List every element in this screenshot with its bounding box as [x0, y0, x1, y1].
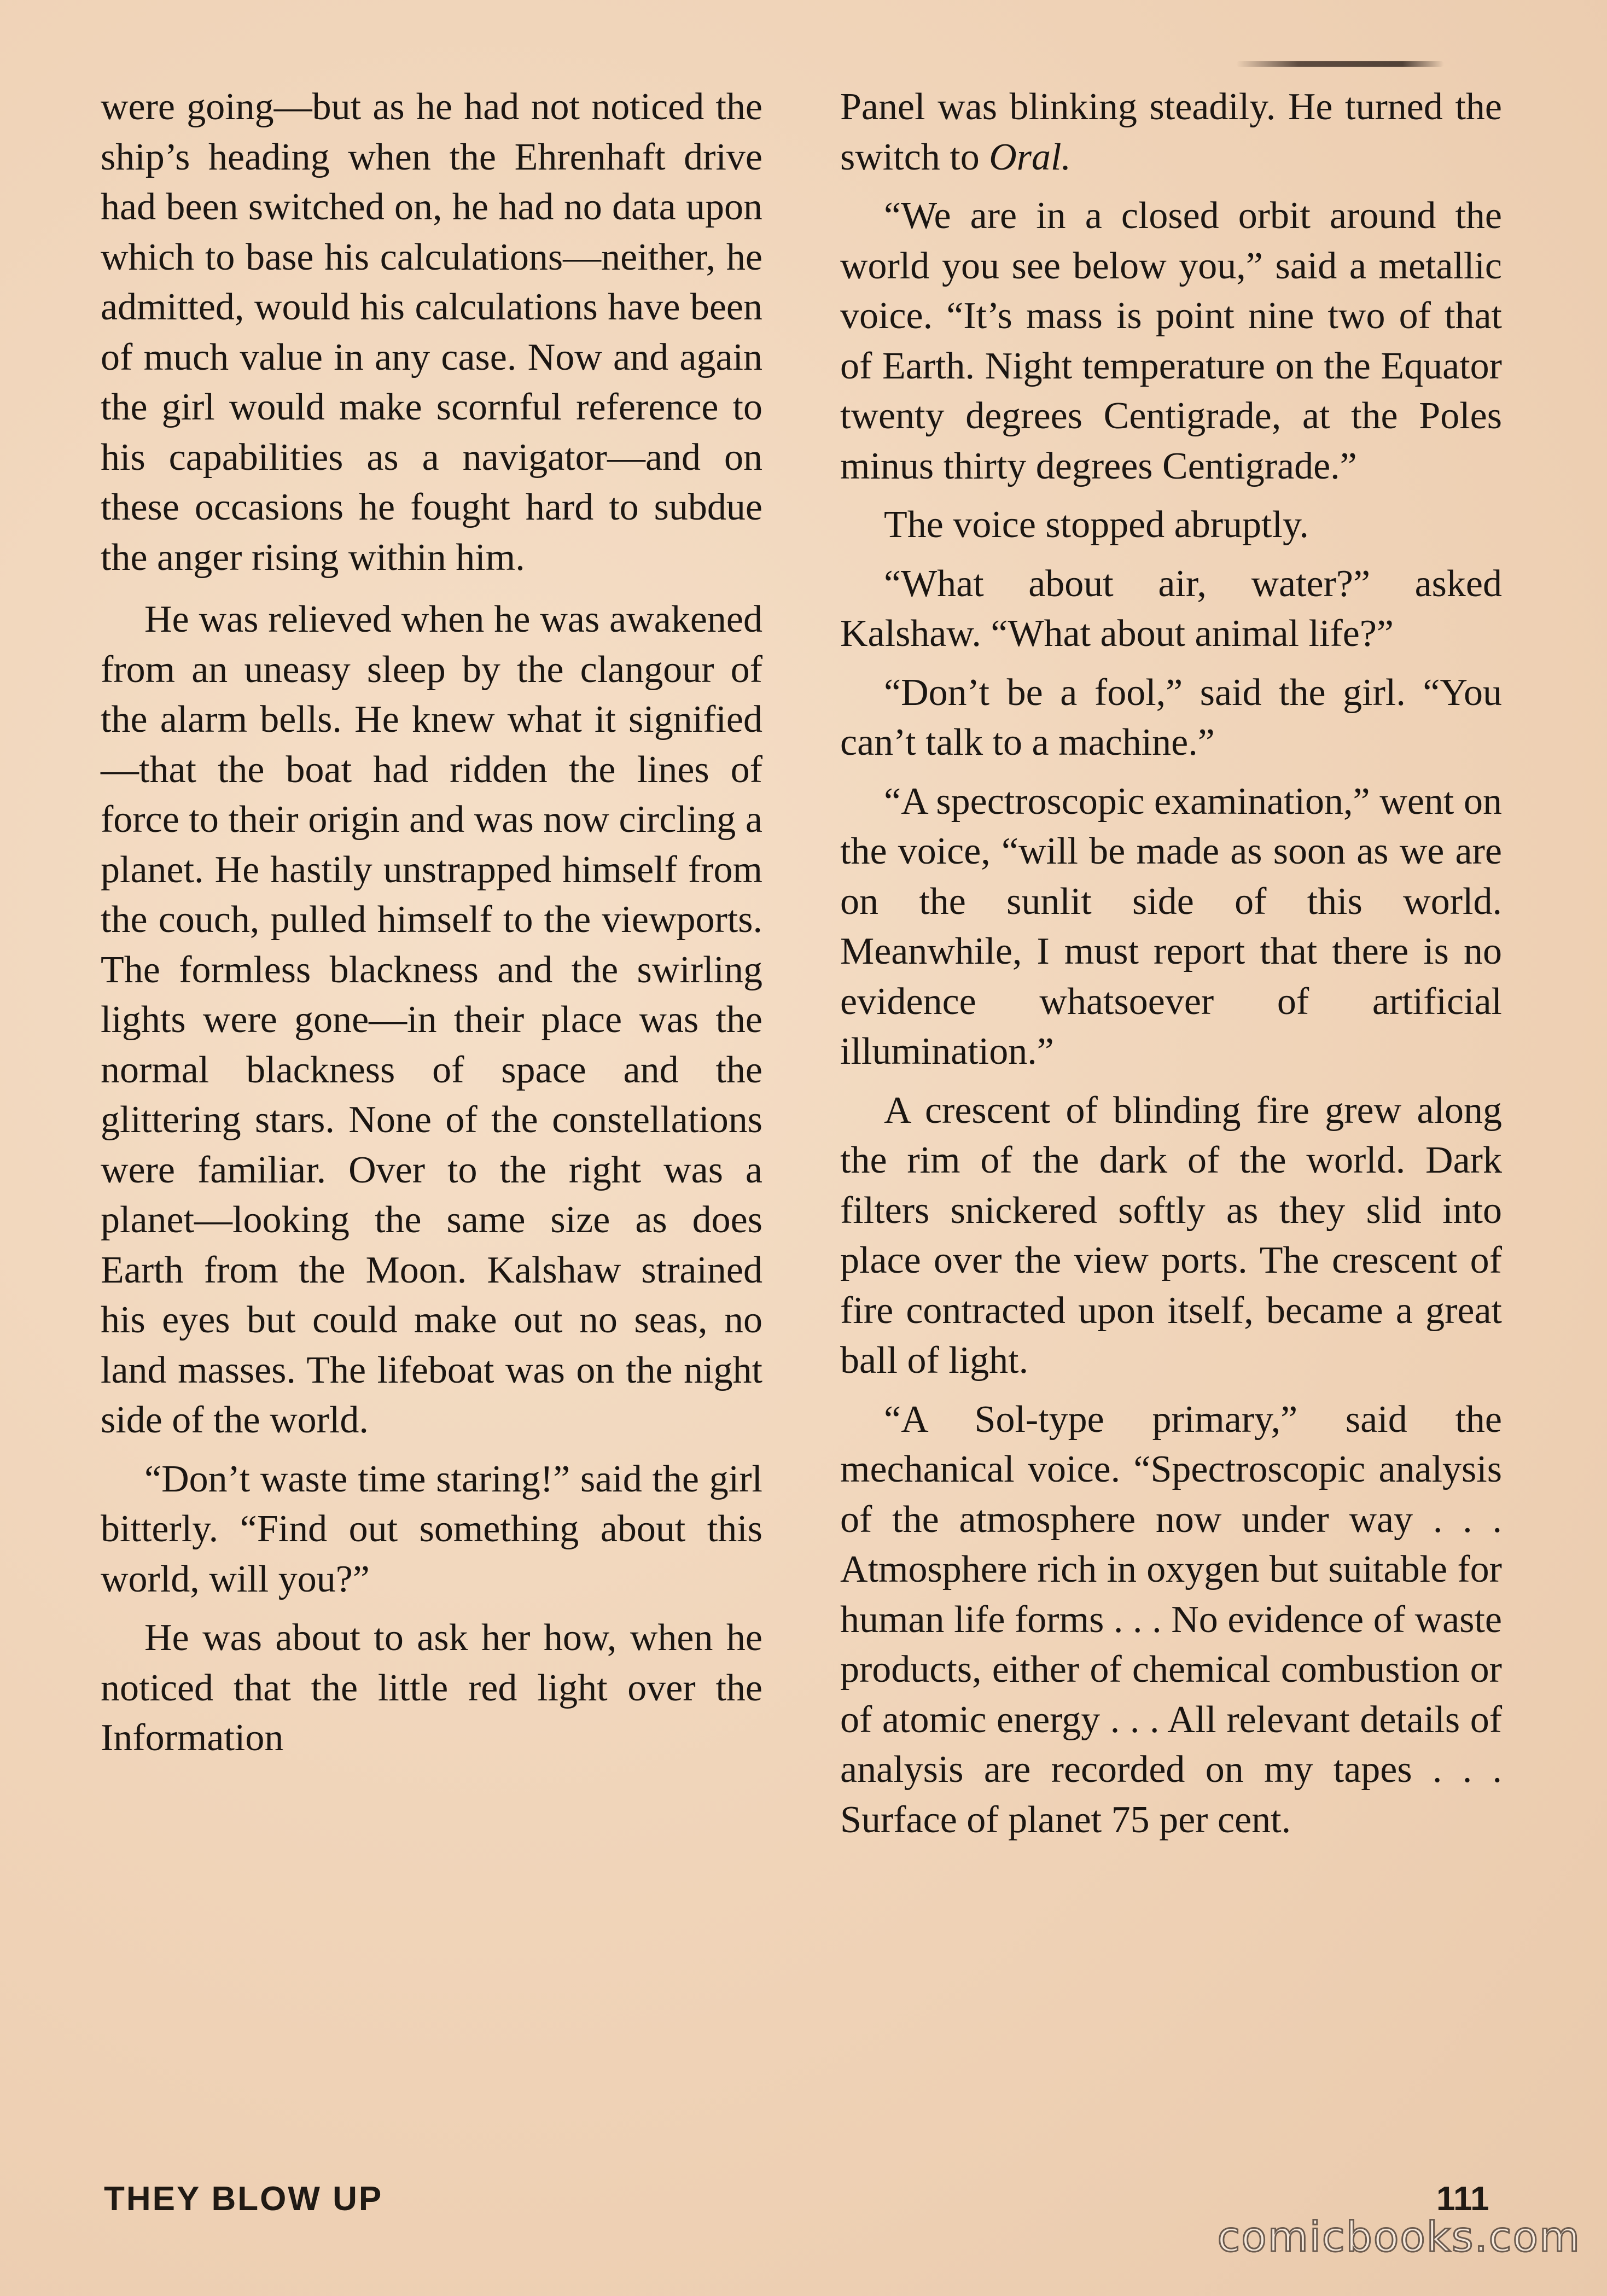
paragraph: “We are in a closed orbit around the world you see below you,” said a metallic voice. “It’s mass is point nine two of that of Earth. Night temperature on the Equator twenty degrees Centigrade, at the Poles minus thirty degrees Centigrade.”	[840, 195, 1502, 487]
paragraph: He was about to ask her how, when he noticed that the little red light over the Information	[101, 1617, 762, 1759]
paragraph: were going—but as he had not noticed the ship’s heading when the Ehrenhaft drive had been switched on, he had no data upon which to base his calculations—neither, he admitted, would his calculations have been of much value in any case. Now and again the girl would make scornful reference to his capabilities as a navigator—and on these occasions he fought hard to subdue the anger rising within him.	[101, 86, 762, 579]
paragraph	[840, 82, 1502, 182]
paragraph: A crescent of blinding fire grew along the rim of the dark of the world. Dark filters snickered softly as they slid into place over the view ports. The crescent of fire contracted upon itself, became a great ball of light.	[840, 1089, 1502, 1382]
paragraph: The voice stopped abruptly.	[884, 504, 1309, 546]
emphasis-text: Oral.	[989, 136, 1071, 178]
paragraph: “What about air, water?” asked Kalshaw. “What about animal life?”	[840, 562, 1502, 655]
left-column	[101, 82, 762, 1772]
paragraph: “A Sol-type primary,” said the mechanical voice. “Spectroscopic analysis of the atmosphere now under way . . . Atmosphere rich in oxygen but suitable for human life forms . . . No evidence of waste products, either of chemical combustion or of atomic energy . . . All relevant details of analysis are recorded on my tapes . . . Surface of planet 75 per cent.	[840, 1398, 1502, 1841]
paragraph: “A spectroscopic examination,” went on the voice, “will be made as soon as we are on the sunlit side of this world. Meanwhile, I must report that there is no evidence whatsoever of artificial illumination.”	[840, 780, 1502, 1073]
right-column	[840, 82, 1502, 1854]
paragraph: “Don’t be a fool,” said the girl. “You can’t talk to a machine.”	[840, 671, 1502, 764]
running-footer-title: THEY BLOW UP	[104, 2180, 383, 2218]
paragraph: “Don’t waste time staring!” said the girl bitterly. “Find out something about this world, will you?”	[101, 1458, 762, 1600]
page-number: 111	[1436, 2180, 1489, 2218]
watermark: comicbooks.com	[1217, 2212, 1581, 2261]
paragraph-text: Panel was blinking steadily. He turned the switch to	[840, 86, 1502, 178]
ink-mark	[1236, 61, 1444, 67]
paragraph: He was relieved when he was awakened from an uneasy sleep by the clangour of the alarm bells. He knew what it signified—that the boat had ridden the lines of force to their origin and was now circling a planet. He hastily unstrapped himself from the couch, pulled himself to the viewports. The formless blackness and the swirling lights were gone—in their place was the normal blackness of space and the glittering stars. None of the constellations were familiar. Over to the right was a planet—looking the same size as does Earth from the Moon. Kalshaw strained his eyes but could make out no seas, no land masses. The lifeboat was on the night side of the world.	[101, 598, 762, 1441]
